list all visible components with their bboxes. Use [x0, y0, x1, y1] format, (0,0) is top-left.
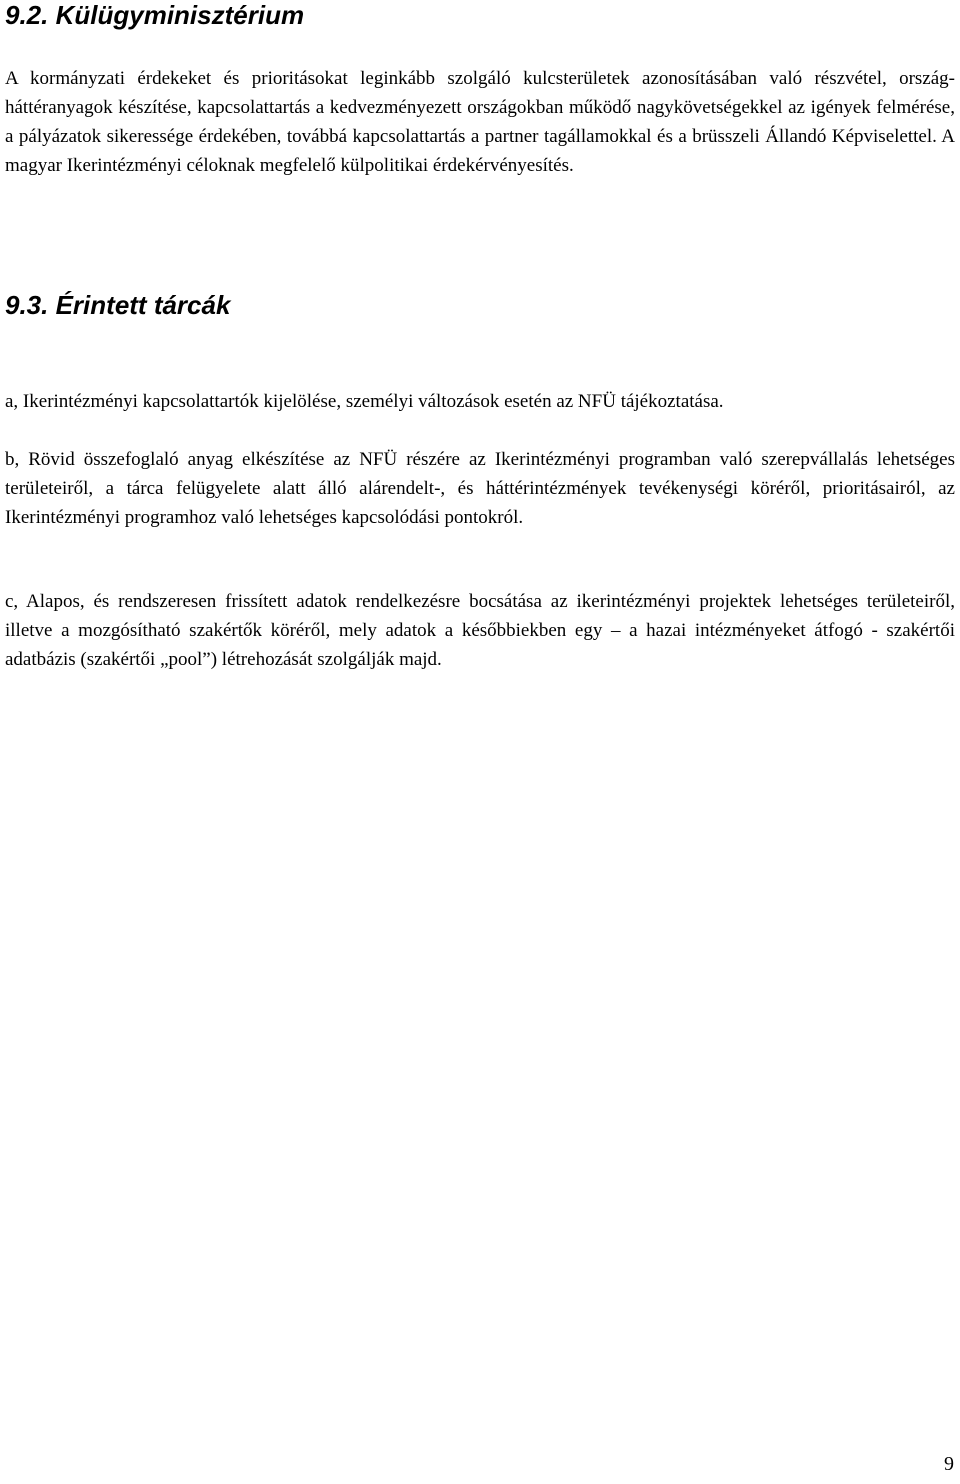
list-item-c: c, Alapos, és rendszeresen frissített adatok rendelkezésre bocsátása az ikerintézményi projektek lehetséges területeiről, illetve a mozgósítható szakértők köréről, mely adatok a későbbiekben egy – a hazai intézményeket átfogó - szakértői adatbázis (szakértői „pool”) létrehozását szolgálják majd.	[5, 591, 955, 670]
section-heading-9-3: 9.3. Érintett tárcák	[5, 290, 231, 320]
section-9-2-paragraph: A kormányzati érdekeket és prioritásokat leginkább szolgáló kulcsterületek azonosításában való részvétel, ország-háttéranyagok készítése, kapcsolattartás a kedvezményezett országokban működő nagykövetségekkel az igények felmérése, a pályázatok sikeressége érdekében, továbbá kapcsolattartás a partner tagállamokkal és a brüsszeli Állandó Képviselettel. A magyar Ikerintézményi céloknak megfelelő külpolitikai érdekérvényesítés.	[5, 68, 955, 176]
list-item-a: a, Ikerintézményi kapcsolattartók kijelölése, személyi változások esetén az NFÜ tájékoztatása.	[5, 391, 724, 412]
section-heading-9-2: 9.2. Külügyminisztérium	[5, 0, 305, 30]
list-item-b: b, Rövid összefoglaló anyag elkészítése az NFÜ részére az Ikerintézményi programban való szerepvállalás lehetséges területeiről, a tárca felügyelete alatt álló alárendelt-, és háttérintézmények tevékenységi köréről, prioritásairól, az Ikerintézményi programhoz való lehetséges kapcsolódási pontokról.	[5, 449, 955, 528]
page-number: 9	[944, 1453, 954, 1475]
